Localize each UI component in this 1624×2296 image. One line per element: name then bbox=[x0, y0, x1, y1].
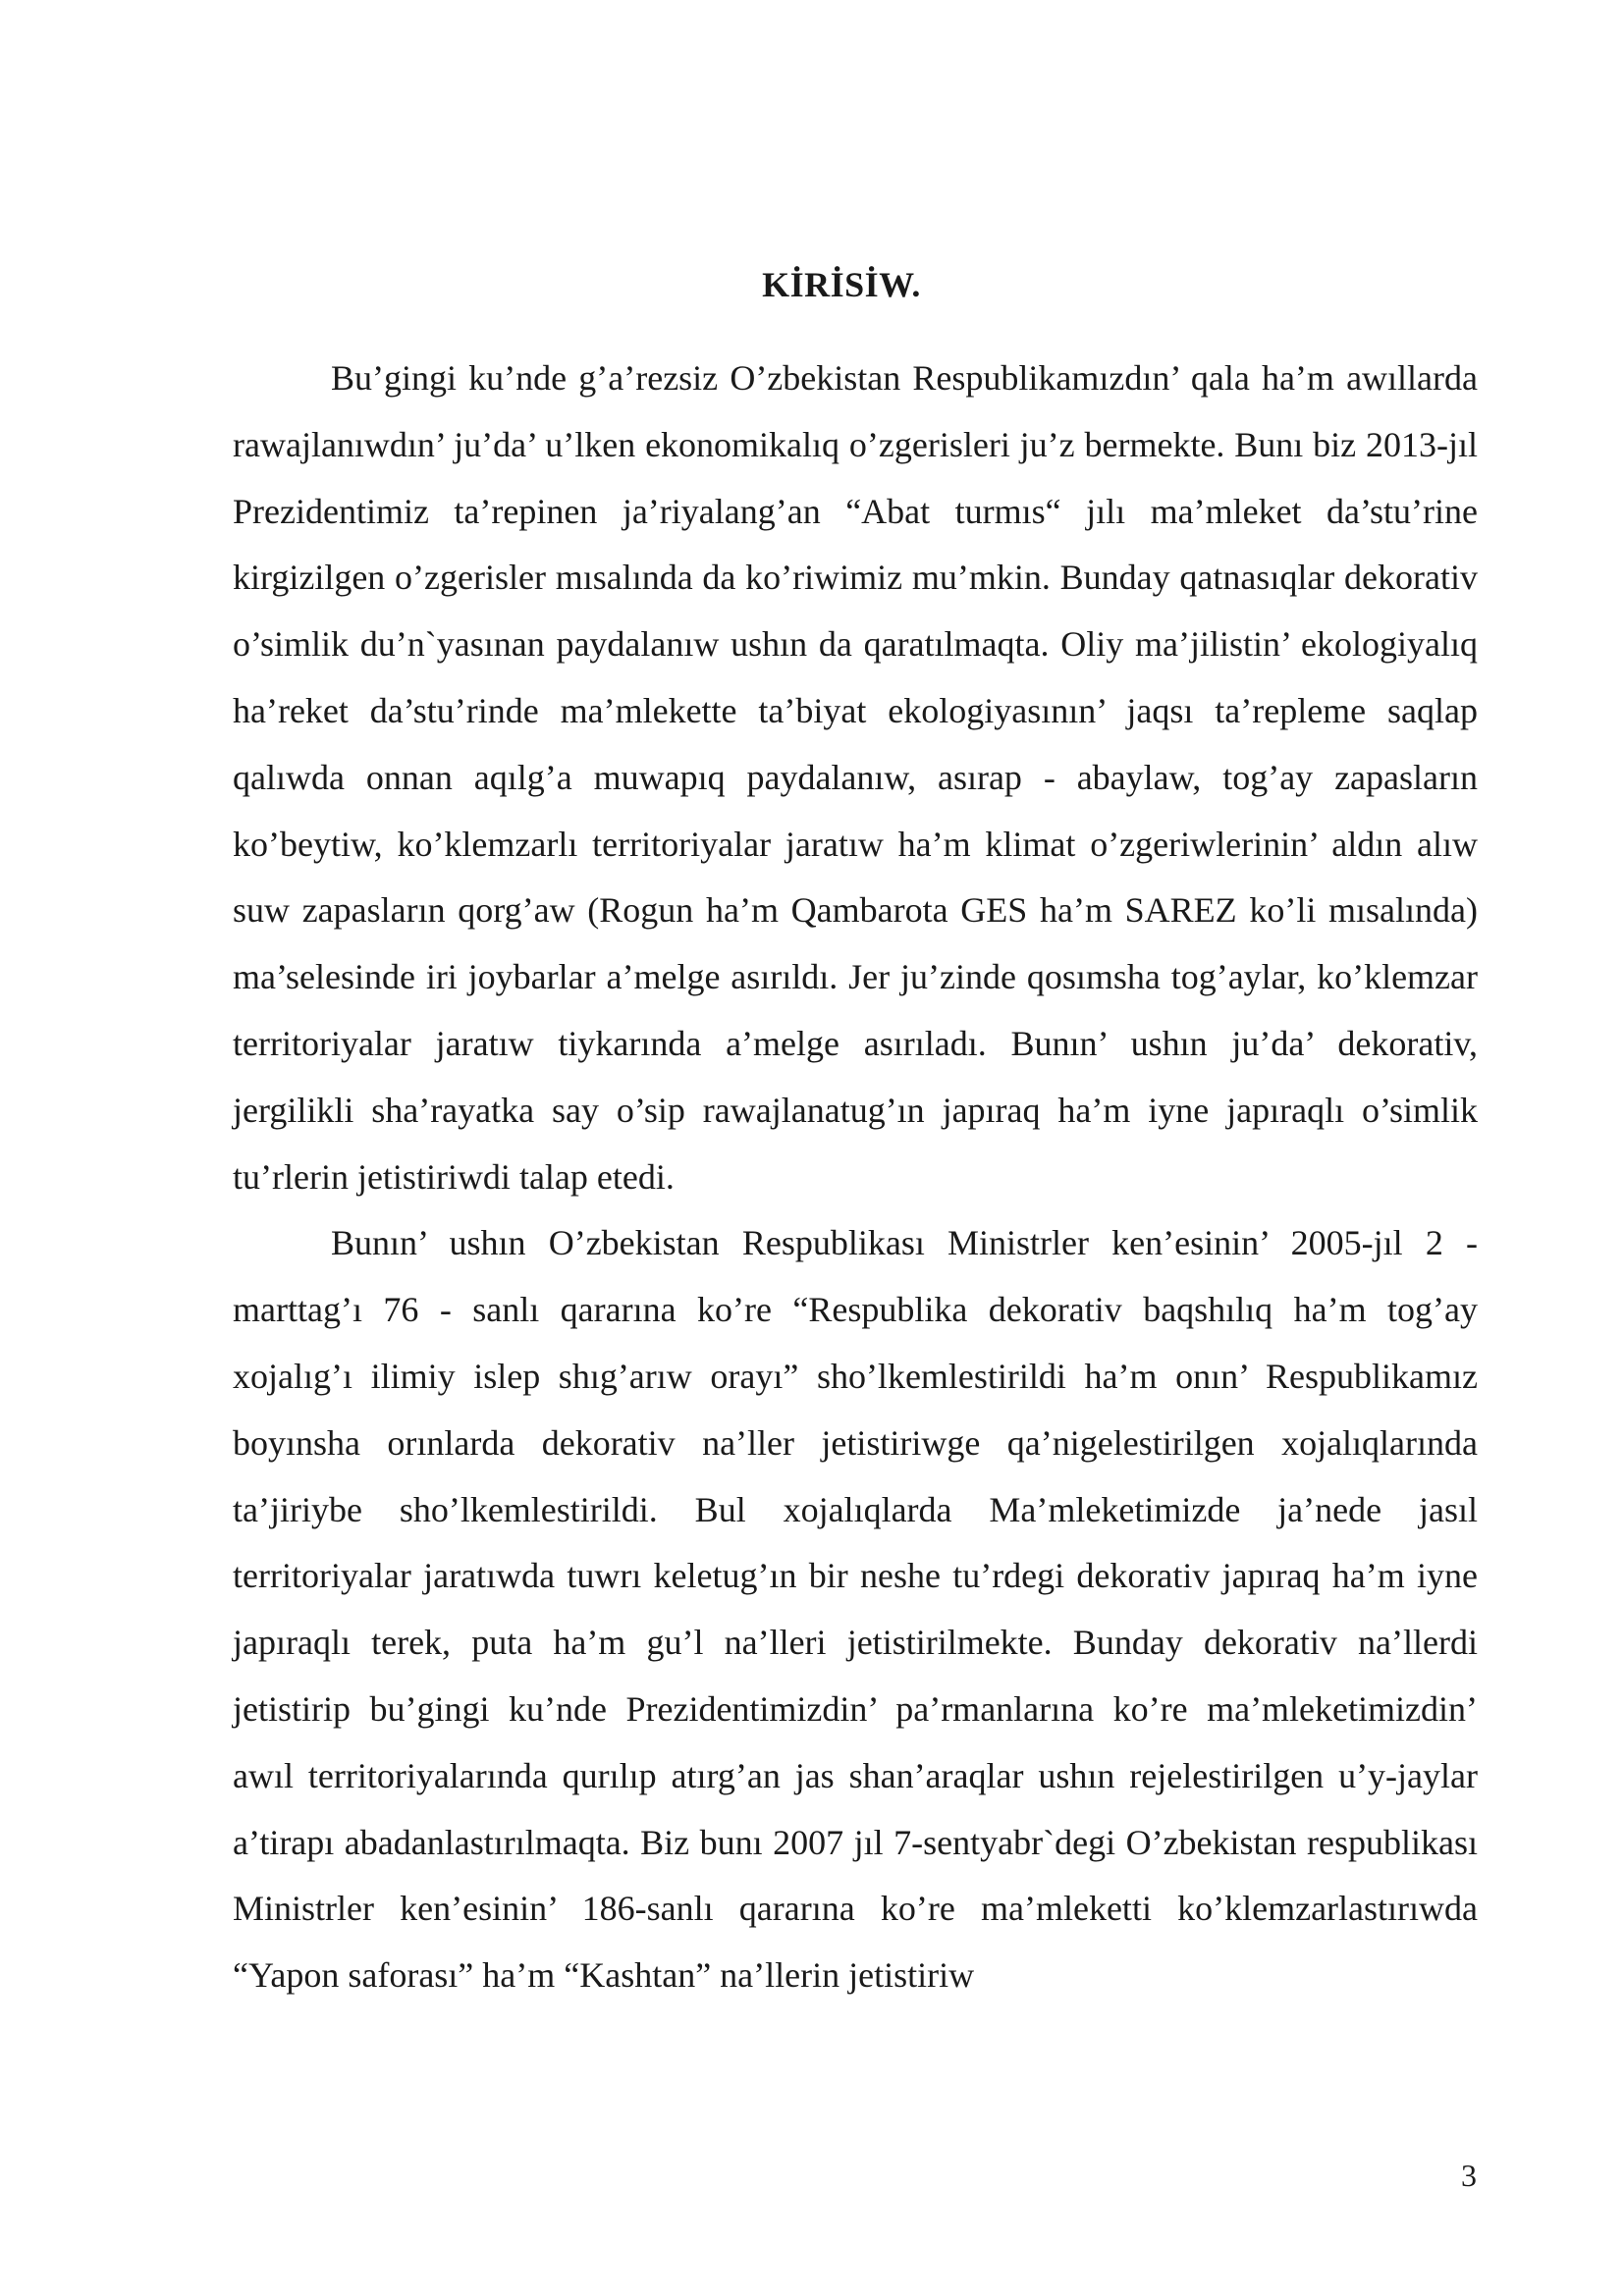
body-text bbox=[233, 346, 1478, 2009]
paragraph-2: Bunın’ ushın O’zbekistan Respublikası Ministrler ken’esinin’ 2005-jıl 2 - marttag’ı 76 - sanlı qararına ko’re “Respublika dekorativ baqshılıq ha’m tog’ay xojalıg’ı ilimiy islep shıg’arıw orayı” sho’lkemlestirildi ha’m onın’ Respublikamız boyınsha orınlarda dekorativ na’ller jetistiriwge qa’nigelestirilgen xojalıqlarında ta’jiriybe sho’lkemlestirildi. Bul xojalıqlarda Ma’mleketimizde ja’nede jasıl territoriyalar jaratıwda tuwrı keletug’ın bir neshe tu’rdegi dekorativ japıraq ha’m iyne japıraqlı terek, puta ha’m gu’l na’lleri jetistirilmekte. Bunday dekorativ na’llerdi jetistirip bu’gingi ku’nde Prezidentimizdin’ pa’rmanlarına ko’re ma’mleketimizdin’ awıl territoriyalarında qurılıp atırg’an jas shan’araqlar ushın rejelestirilgen u’y-jaylar a’tirapı abadanlastırılmaqta. Biz bunı 2007 jıl 7-sentyabr`degi O’zbekistan respublikası Ministrler ken’esinin’ 186-sanlı qararına ko’re ma’mleketti ko’klemzarlastırıwda “Yapon saforası” ha’m “Kashtan” na’llerin jetistiriw bbox=[233, 1223, 1478, 1996]
page-title: KİRİSİW. bbox=[762, 265, 921, 304]
paragraph-1: Bu’gingi ku’nde g’a’rezsiz O’zbekistan Respublikamızdın’ qala ha’m awıllarda rawajlanıwdın’ ju’da’ u’lken ekonomikalıq o’zgerisleri ju’z bermekte. Bunı biz 2013-jıl Prezidentimiz ta’repinen ja’riyalang’an “Abat turmıs“ jılı ma’mleket da’stu’rine kirgizilgen o’zgerisler mısalında da ko’riwimiz mu’mkin. Bunday qatnasıqlar dekorativ o’simlik du’n`yasınan paydalanıw ushın da qaratılmaqta. Oliy ma’jilistin’ ekologiyalıq ha’reket da’stu’rinde ma’mlekette ta’biyat ekologiyasının’ jaqsı ta’repleme saqlap qalıwda onnan aqılg’a muwapıq paydalanıw, asırap - abaylaw, tog’ay zapasların ko’beytiw, ko’klemzarlı territoriyalar jaratıw ha’m klimat o’zgeriwlerinin’ aldın alıw suw zapasların qorg’aw (Rogun ha’m Qambarota GES ha’m SAREZ ko’li mısalında) ma’selesinde iri joybarlar a’melge asırıldı. Jer ju’zinde qosımsha tog’aylar, ko’klemzar territoriyalar jaratıw tiykarında a’melge asırıladı. Bunın’ ushın ju’da’ dekorativ, jergilikli sha’rayatka say o’sip rawajlanatug’ın japıraq ha’m iyne japıraqlı o’simlik tu’rlerin jetistiriwdi talap etedi. bbox=[233, 358, 1478, 1197]
page-number: 3 bbox=[1461, 2158, 1477, 2193]
